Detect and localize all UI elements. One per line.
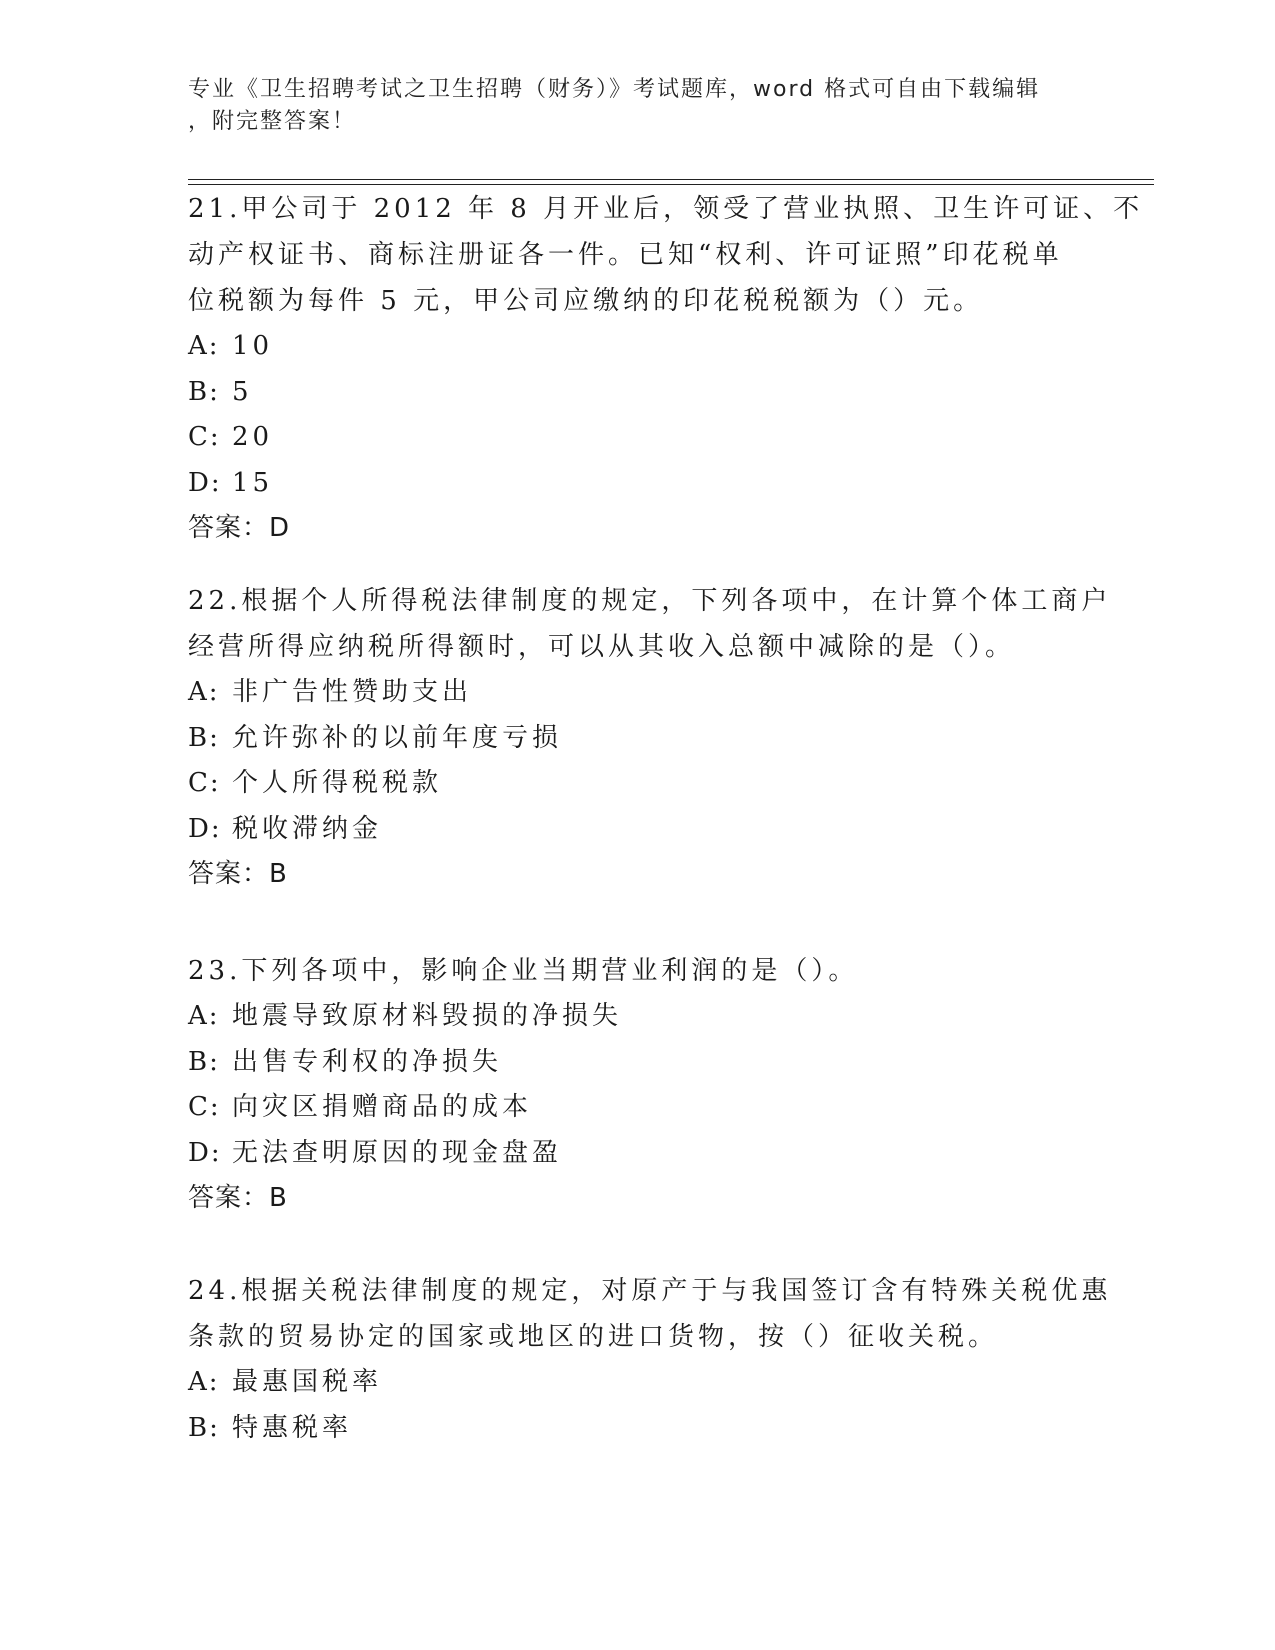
option-text: 税收滞纳金 xyxy=(232,813,383,844)
option-key: D: xyxy=(188,1137,222,1168)
option-text: 地震导致原材料毁损的净损失 xyxy=(232,1001,623,1031)
option-key: C: xyxy=(188,422,221,452)
stem-line: 动产权证书、商标注册证各一件。已知“权利、许可证照”印花税单 xyxy=(188,240,1063,270)
option-key: D: xyxy=(188,813,222,844)
option-key: A: xyxy=(188,1367,220,1397)
option-a xyxy=(188,994,1088,1040)
stem-line: 条款的贸易协定的国家或地区的进口货物，按（）征收关税。 xyxy=(188,1322,999,1352)
option-a xyxy=(188,670,1088,716)
option-key: B: xyxy=(188,376,220,407)
option-text: 20 xyxy=(232,422,274,452)
header-line-2: ，附完整答案！ xyxy=(188,109,357,134)
option-text: 无法查明原因的现金盘盈 xyxy=(232,1137,563,1168)
option-key: A: xyxy=(188,677,220,707)
option-text: 5 xyxy=(232,376,253,407)
option-text: 特惠税率 xyxy=(232,1412,353,1443)
option-text: 非广告性赞助支出 xyxy=(232,677,473,707)
option-text: 15 xyxy=(232,467,274,498)
question-stem xyxy=(188,948,1088,994)
option-b xyxy=(188,1040,1088,1086)
option-a xyxy=(188,1360,1088,1406)
option-text: 出售专利权的净损失 xyxy=(232,1046,503,1077)
answer-line: 答案：B xyxy=(188,859,288,889)
stem-line: 经营所得应纳税所得额时，可以从其收入总额中减除的是（）。 xyxy=(188,632,1016,662)
option-text: 允许弥补的以前年度亏损 xyxy=(232,722,563,753)
option-d xyxy=(188,807,1088,853)
option-d xyxy=(188,461,1088,507)
answer-line: 答案：B xyxy=(188,1183,288,1213)
option-key: C: xyxy=(188,1092,221,1122)
option-a xyxy=(188,324,1088,370)
header-line-1: 专业《卫生招聘考试之卫生招聘（财务）》考试题库，word 格式可自由下载编辑 xyxy=(188,77,1041,102)
question-21 xyxy=(188,186,1144,552)
option-key: B: xyxy=(188,722,220,753)
option-b xyxy=(188,716,1088,762)
option-key: A: xyxy=(188,331,220,361)
header-divider-top xyxy=(188,179,1154,180)
document-header xyxy=(188,74,1088,138)
question-stem xyxy=(188,1268,1112,1360)
option-key: B: xyxy=(188,1412,220,1443)
option-d xyxy=(188,1131,1088,1177)
answer-line: 答案：D xyxy=(188,513,291,543)
option-text: 10 xyxy=(232,331,274,361)
question-stem xyxy=(188,186,1144,324)
question-stem xyxy=(188,578,1112,670)
option-b xyxy=(188,1406,1088,1452)
option-b xyxy=(188,370,1088,416)
option-key: B: xyxy=(188,1046,220,1077)
stem-line: 22.根据个人所得税法律制度的规定，下列各项中，在计算个体工商户 xyxy=(188,586,1112,616)
question-22 xyxy=(188,578,1112,898)
option-text: 向灾区捐赠商品的成本 xyxy=(232,1092,533,1122)
question-23 xyxy=(188,948,1088,1222)
header-divider-bottom xyxy=(188,184,1154,185)
option-key: A: xyxy=(188,1001,220,1031)
option-key: C: xyxy=(188,768,221,798)
question-24 xyxy=(188,1268,1112,1451)
option-text: 最惠国税率 xyxy=(232,1367,383,1397)
option-c xyxy=(188,761,1088,807)
option-key: D: xyxy=(188,467,222,498)
stem-line: 23.下列各项中，影响企业当期营业利润的是（）。 xyxy=(188,956,859,986)
stem-line: 24.根据关税法律制度的规定，对原产于与我国签订含有特殊关税优惠 xyxy=(188,1276,1112,1306)
stem-line: 位税额为每件 5 元，甲公司应缴纳的印花税税额为（）元。 xyxy=(188,286,984,316)
option-text: 个人所得税税款 xyxy=(232,768,443,798)
stem-line: 21.甲公司于 2012 年 8 月开业后，领受了营业执照、卫生许可证、不 xyxy=(188,194,1144,224)
option-c xyxy=(188,1085,1088,1131)
option-c xyxy=(188,415,1088,461)
